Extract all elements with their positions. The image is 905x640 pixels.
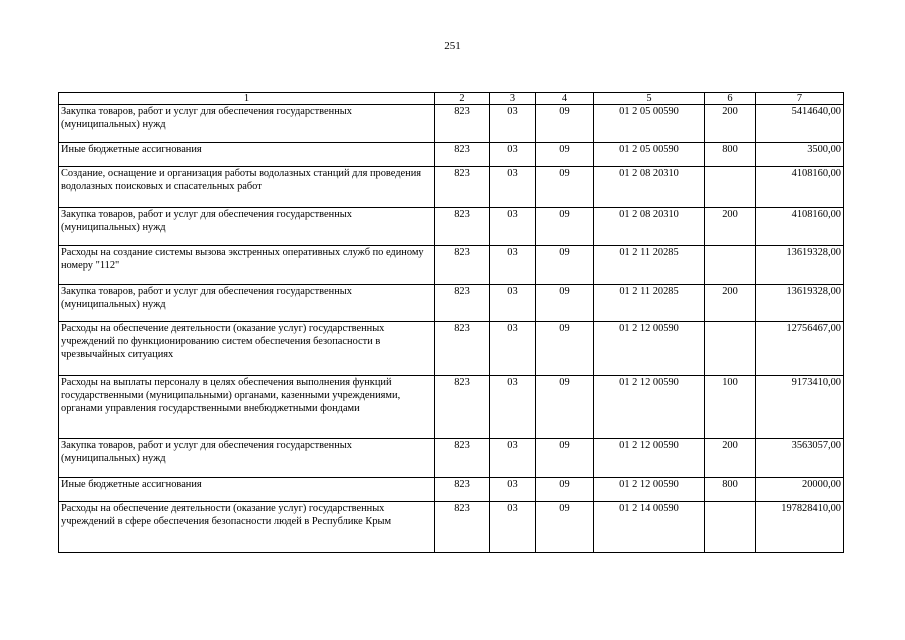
expense-type-code [705,502,756,553]
expense-name: Закупка товаров, работ и услуг для обеспечения государственных (муниципальных) нужд [59,105,435,143]
expense-type-code: 100 [705,376,756,439]
section-code: 03 [490,167,536,208]
grbs-code: 823 [435,143,490,167]
expense-type-code: 800 [705,143,756,167]
section-code: 03 [490,502,536,553]
table-row [59,246,844,285]
section-code: 03 [490,478,536,502]
subsection-code: 09 [536,478,594,502]
table-row [59,143,844,167]
amount: 9173410,00 [756,376,844,439]
target-code: 01 2 12 00590 [594,376,705,439]
subsection-code: 09 [536,502,594,553]
target-code: 01 2 12 00590 [594,322,705,376]
subsection-code: 09 [536,285,594,322]
section-code: 03 [490,208,536,246]
section-code: 03 [490,285,536,322]
grbs-code: 823 [435,285,490,322]
table-row [59,105,844,143]
amount: 12756467,00 [756,322,844,376]
amount: 5414640,00 [756,105,844,143]
table-row [59,285,844,322]
header-row [59,93,844,105]
table-row [59,478,844,502]
expense-name: Закупка товаров, работ и услуг для обеспечения государственных (муниципальных) нужд [59,439,435,478]
column-header: 5 [594,93,705,105]
expense-name: Расходы на выплаты персоналу в целях обеспечения выполнения функций государственными (муниципальными) органами, казенными учреждениями, органами управления государственными внебюджетными фондами [59,376,435,439]
column-header: 4 [536,93,594,105]
expense-type-code [705,167,756,208]
subsection-code: 09 [536,439,594,478]
subsection-code: 09 [536,246,594,285]
expense-name: Расходы на обеспечение деятельности (оказание услуг) государственных учреждений в сфере обеспечения безопасности людей в Республике Крым [59,502,435,553]
section-code: 03 [490,143,536,167]
amount: 13619328,00 [756,246,844,285]
subsection-code: 09 [536,376,594,439]
amount: 3500,00 [756,143,844,167]
table-row [59,208,844,246]
target-code: 01 2 12 00590 [594,478,705,502]
section-code: 03 [490,376,536,439]
target-code: 01 2 05 00590 [594,143,705,167]
expense-type-code [705,246,756,285]
expense-name: Расходы на создание системы вызова экстренных оперативных служб по единому номеру "112" [59,246,435,285]
subsection-code: 09 [536,143,594,167]
column-header: 3 [490,93,536,105]
expense-type-code: 200 [705,285,756,322]
expense-name: Иные бюджетные ассигнования [59,143,435,167]
subsection-code: 09 [536,322,594,376]
section-code: 03 [490,246,536,285]
expense-type-code: 200 [705,105,756,143]
grbs-code: 823 [435,322,490,376]
expense-type-code: 200 [705,208,756,246]
target-code: 01 2 11 20285 [594,246,705,285]
grbs-code: 823 [435,376,490,439]
expense-type-code: 800 [705,478,756,502]
subsection-code: 09 [536,167,594,208]
section-code: 03 [490,105,536,143]
grbs-code: 823 [435,502,490,553]
budget-table [58,92,844,553]
expense-name: Иные бюджетные ассигнования [59,478,435,502]
amount: 20000,00 [756,478,844,502]
grbs-code: 823 [435,478,490,502]
amount: 4108160,00 [756,167,844,208]
page-number: 251 [444,40,461,52]
table-row [59,439,844,478]
target-code: 01 2 05 00590 [594,105,705,143]
expense-name: Создание, оснащение и организация работы водолазных станций для проведения водолазных поисковых и спасательных работ [59,167,435,208]
table-row [59,322,844,376]
section-code: 03 [490,439,536,478]
target-code: 01 2 11 20285 [594,285,705,322]
expense-name: Расходы на обеспечение деятельности (оказание услуг) государственных учреждений по функционированию систем обеспечения безопасности в чрезвычайных ситуациях [59,322,435,376]
expense-type-code [705,322,756,376]
target-code: 01 2 08 20310 [594,167,705,208]
section-code: 03 [490,322,536,376]
subsection-code: 09 [536,208,594,246]
grbs-code: 823 [435,208,490,246]
column-header: 1 [59,93,435,105]
table-row [59,376,844,439]
amount: 13619328,00 [756,285,844,322]
grbs-code: 823 [435,105,490,143]
subsection-code: 09 [536,105,594,143]
amount: 4108160,00 [756,208,844,246]
table-row [59,502,844,553]
expense-name: Закупка товаров, работ и услуг для обеспечения государственных (муниципальных) нужд [59,285,435,322]
table-row [59,167,844,208]
grbs-code: 823 [435,439,490,478]
target-code: 01 2 08 20310 [594,208,705,246]
amount: 3563057,00 [756,439,844,478]
column-header: 2 [435,93,490,105]
column-header: 6 [705,93,756,105]
grbs-code: 823 [435,167,490,208]
grbs-code: 823 [435,246,490,285]
amount: 197828410,00 [756,502,844,553]
expense-type-code: 200 [705,439,756,478]
target-code: 01 2 14 00590 [594,502,705,553]
expense-name: Закупка товаров, работ и услуг для обеспечения государственных (муниципальных) нужд [59,208,435,246]
target-code: 01 2 12 00590 [594,439,705,478]
column-header: 7 [756,93,844,105]
